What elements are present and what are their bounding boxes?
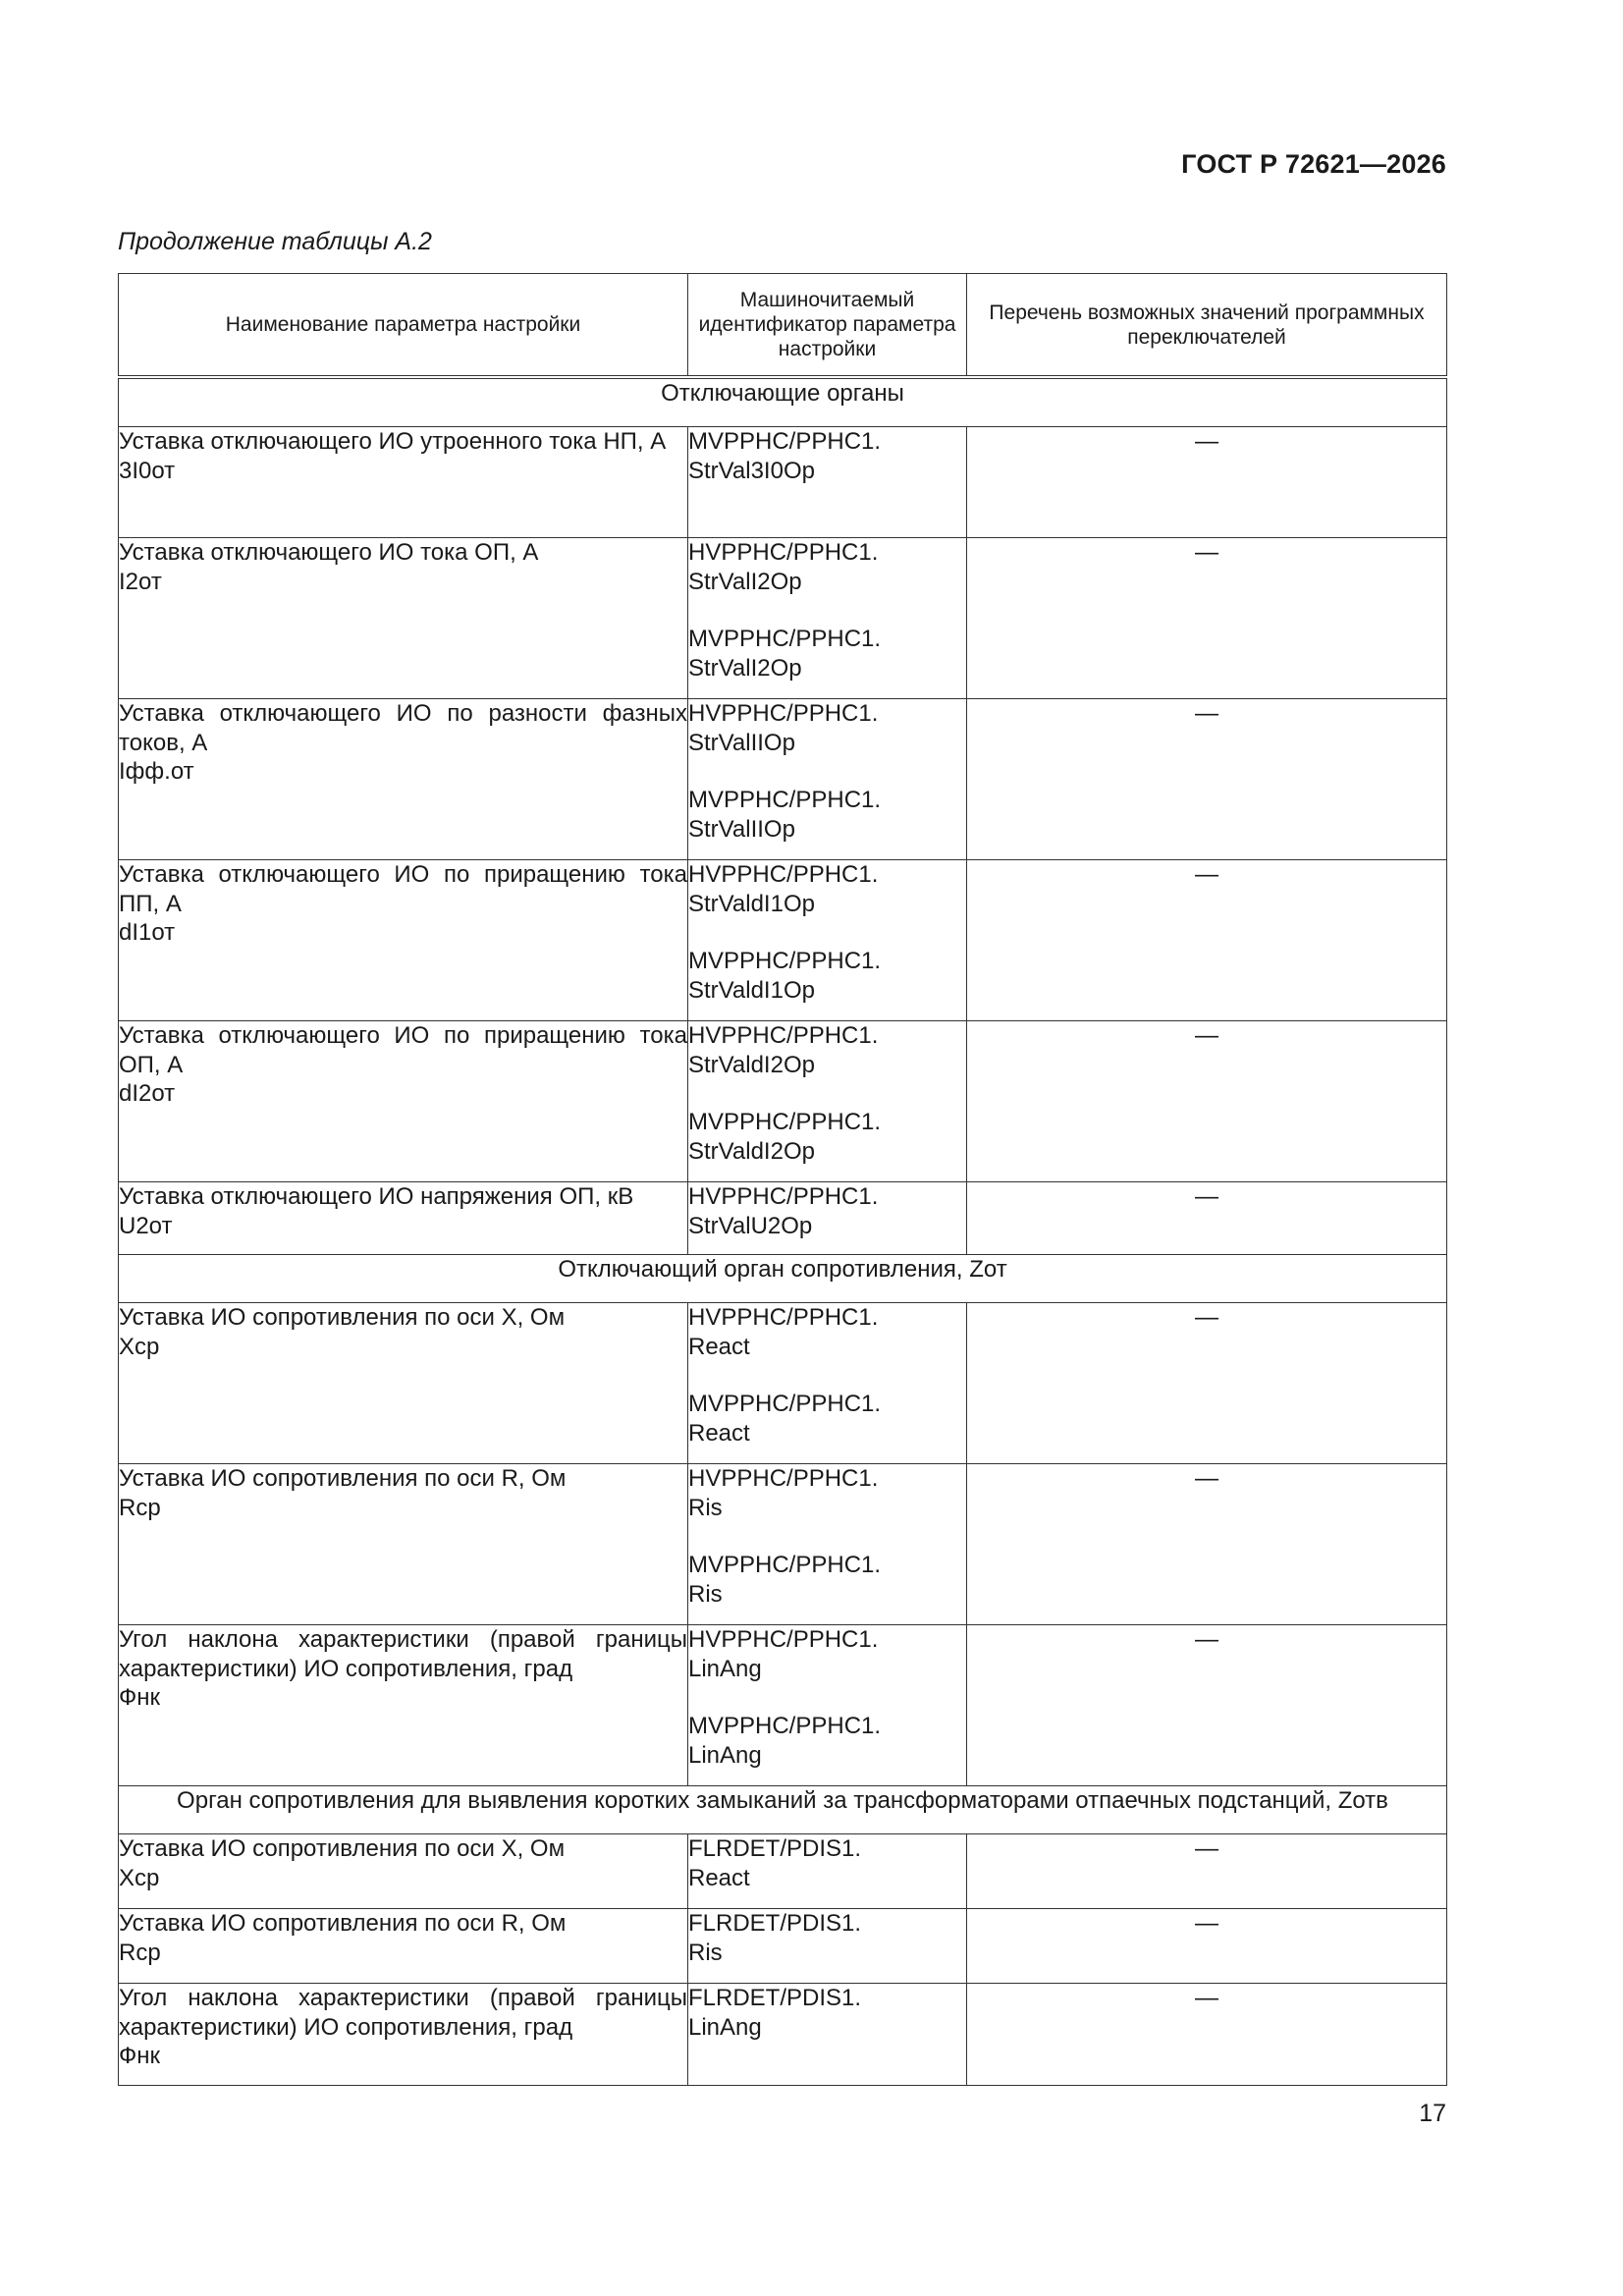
identifier-block — [688, 427, 966, 485]
parameter-name: Уставка отключающего ИО напряжения ОП, кВ — [119, 1183, 634, 1210]
table-row — [119, 699, 1447, 860]
document-id: ГОСТ Р 72621—2026 — [1181, 149, 1446, 179]
identifier-suffix: StrValdI2Op — [688, 1137, 815, 1165]
identifier-block — [688, 1021, 966, 1079]
identifier-suffix: LinAng — [688, 1741, 762, 1769]
identifier-prefix: MVPPHC/PPHC1. — [688, 1552, 882, 1578]
identifier-suffix: Ris — [688, 1494, 723, 1521]
identifier-suffix: StrValdI1Op — [688, 976, 815, 1004]
table-row — [119, 1021, 1447, 1182]
parameter-name: Уставка ИО сопротивления по оси R, Ом — [119, 1465, 567, 1492]
identifier-cell — [688, 1625, 967, 1786]
identifier-prefix: HVPPHC/PPHC1. — [688, 539, 879, 566]
identifier-block — [688, 1464, 966, 1522]
identifier-block — [688, 1551, 966, 1609]
parameter-name: Угол наклона характеристики (правой границы характеристики) ИО сопротивления, град — [119, 1626, 687, 1682]
identifier-block — [688, 1909, 966, 1967]
identifier-cell — [688, 1834, 967, 1909]
identifier-cell — [688, 1303, 967, 1464]
parameter-name-cell — [119, 1834, 688, 1909]
identifier-block — [688, 947, 966, 1005]
column-header-values: Перечень возможных значений программных переключателей — [967, 274, 1447, 378]
identifier-block — [688, 1834, 966, 1892]
values-cell: — — [967, 1909, 1447, 1984]
identifier-cell — [688, 427, 967, 538]
parameter-symbol: Rср — [119, 1494, 161, 1521]
identifier-block — [688, 1108, 966, 1166]
parameter-symbol: Фнк — [119, 2043, 160, 2069]
table-header — [119, 274, 1447, 378]
parameter-symbol: Rср — [119, 1939, 161, 1966]
parameter-symbol: Iфф.от — [119, 758, 194, 785]
parameter-name-cell — [119, 427, 688, 538]
parameter-symbol: I2от — [119, 568, 162, 595]
identifier-prefix: HVPPHC/PPHC1. — [688, 1022, 879, 1049]
identifier-block — [688, 786, 966, 844]
parameter-symbol: Xср — [119, 1333, 160, 1360]
parameter-name: Уставка отключающего ИО утроенного тока НП, А — [119, 428, 667, 455]
table-row — [119, 860, 1447, 1021]
table-row — [119, 1464, 1447, 1625]
section-row — [119, 1255, 1447, 1303]
identifier-block — [688, 1303, 966, 1361]
parameter-name: Уставка отключающего ИО по приращению тока ОП, А — [119, 1022, 687, 1078]
identifier-block — [688, 860, 966, 918]
identifier-suffix: StrValdI1Op — [688, 890, 815, 917]
section-title: Орган сопротивления для выявления коротких замыканий за трансформаторами отпаечных подстанций, Zотв — [119, 1786, 1447, 1834]
identifier-cell — [688, 1021, 967, 1182]
identifier-prefix: MVPPHC/PPHC1. — [688, 1713, 882, 1739]
section-title: Отключающий орган сопротивления, Zот — [119, 1255, 1447, 1303]
table-row — [119, 1984, 1447, 2086]
parameter-name-cell — [119, 860, 688, 1021]
parameter-name: Угол наклона характеристики (правой границы характеристики) ИО сопротивления, град — [119, 1985, 687, 2041]
parameter-name: Уставка отключающего ИО тока ОП, А — [119, 539, 539, 566]
column-header-identifier: Машиночитаемый идентификатор параметра настройки — [688, 274, 967, 378]
identifier-prefix: HVPPHC/PPHC1. — [688, 700, 879, 727]
parameter-name: Уставка отключающего ИО по приращению тока ПП, А — [119, 861, 687, 917]
identifier-prefix: MVPPHC/PPHC1. — [688, 948, 882, 974]
identifier-block — [688, 1625, 966, 1683]
table-row — [119, 1909, 1447, 1984]
identifier-prefix: HVPPHC/PPHC1. — [688, 861, 879, 888]
identifier-prefix: MVPPHC/PPHC1. — [688, 1391, 882, 1417]
parameter-name-cell — [119, 1182, 688, 1255]
identifier-block — [688, 699, 966, 757]
values-cell: — — [967, 1021, 1447, 1182]
values-cell: — — [967, 1834, 1447, 1909]
table-row — [119, 538, 1447, 699]
identifier-cell — [688, 1464, 967, 1625]
identifier-prefix: MVPPHC/PPHC1. — [688, 1109, 882, 1135]
identifier-suffix: LinAng — [688, 1655, 762, 1682]
section-row — [119, 377, 1447, 427]
settings-table — [118, 273, 1447, 2086]
table-caption: Продолжение таблицы А.2 — [118, 228, 432, 255]
parameter-symbol: Xср — [119, 1864, 160, 1891]
values-cell: — — [967, 1464, 1447, 1625]
identifier-suffix: LinAng — [688, 2013, 762, 2041]
parameter-symbol: dI1от — [119, 919, 176, 946]
identifier-block — [688, 1182, 966, 1240]
identifier-suffix: StrVal3I0Op — [688, 457, 815, 484]
parameter-name-cell — [119, 1464, 688, 1625]
identifier-suffix: StrValdI2Op — [688, 1051, 815, 1078]
parameter-name-cell — [119, 1303, 688, 1464]
values-cell: — — [967, 860, 1447, 1021]
identifier-suffix: StrValI2Op — [688, 654, 802, 682]
values-cell: — — [967, 1182, 1447, 1255]
table-body — [119, 377, 1447, 2086]
parameter-name: Уставка ИО сопротивления по оси R, Ом — [119, 1910, 567, 1937]
column-header-name: Наименование параметра настройки — [119, 274, 688, 378]
parameter-name-cell — [119, 1909, 688, 1984]
values-cell: — — [967, 1625, 1447, 1786]
page-number: 17 — [1419, 2100, 1446, 2127]
values-cell: — — [967, 427, 1447, 538]
identifier-prefix: MVPPHC/PPHC1. — [688, 428, 882, 455]
identifier-prefix: FLRDET/PDIS1. — [688, 1910, 862, 1937]
parameter-name: Уставка ИО сопротивления по оси X, Ом — [119, 1304, 566, 1331]
parameter-name-cell — [119, 699, 688, 860]
identifier-prefix: HVPPHC/PPHC1. — [688, 1304, 879, 1331]
values-cell: — — [967, 1303, 1447, 1464]
identifier-cell — [688, 1182, 967, 1255]
identifier-suffix: StrValU2Op — [688, 1212, 813, 1239]
identifier-cell — [688, 860, 967, 1021]
identifier-suffix: StrValI2Op — [688, 568, 802, 595]
parameter-name: Уставка отключающего ИО по разности фазных токов, А — [119, 700, 687, 756]
section-row — [119, 1786, 1447, 1834]
identifier-block — [688, 625, 966, 683]
identifier-suffix: React — [688, 1333, 750, 1360]
identifier-suffix: Ris — [688, 1939, 723, 1966]
parameter-symbol: Фнк — [119, 1684, 160, 1711]
identifier-block — [688, 538, 966, 596]
table-row — [119, 1834, 1447, 1909]
identifier-prefix: FLRDET/PDIS1. — [688, 1835, 862, 1862]
parameter-name-cell — [119, 1625, 688, 1786]
identifier-block — [688, 1984, 966, 2042]
identifier-prefix: MVPPHC/PPHC1. — [688, 787, 882, 813]
identifier-cell — [688, 1984, 967, 2086]
identifier-prefix: MVPPHC/PPHC1. — [688, 626, 882, 652]
parameter-name: Уставка ИО сопротивления по оси X, Ом — [119, 1835, 566, 1862]
identifier-suffix: React — [688, 1419, 750, 1447]
values-cell: — — [967, 538, 1447, 699]
identifier-block — [688, 1390, 966, 1448]
identifier-cell — [688, 699, 967, 860]
parameter-symbol: 3I0от — [119, 457, 176, 484]
values-cell: — — [967, 1984, 1447, 2086]
parameter-symbol: dI2от — [119, 1080, 176, 1107]
parameter-name-cell — [119, 1984, 688, 2086]
parameter-name-cell — [119, 538, 688, 699]
identifier-suffix: StrValIIOp — [688, 815, 795, 843]
parameter-symbol: U2от — [119, 1212, 173, 1239]
section-title: Отключающие органы — [119, 377, 1447, 427]
table-row — [119, 1625, 1447, 1786]
identifier-suffix: React — [688, 1864, 750, 1891]
identifier-suffix: StrValIIOp — [688, 729, 795, 756]
identifier-prefix: HVPPHC/PPHC1. — [688, 1465, 879, 1492]
table-row — [119, 1182, 1447, 1255]
identifier-cell — [688, 538, 967, 699]
identifier-block — [688, 1712, 966, 1770]
table-row — [119, 1303, 1447, 1464]
table-row — [119, 427, 1447, 538]
identifier-suffix: Ris — [688, 1580, 723, 1608]
identifier-prefix: HVPPHC/PPHC1. — [688, 1183, 879, 1210]
identifier-cell — [688, 1909, 967, 1984]
values-cell: — — [967, 699, 1447, 860]
identifier-prefix: FLRDET/PDIS1. — [688, 1985, 862, 2011]
identifier-prefix: HVPPHC/PPHC1. — [688, 1626, 879, 1653]
parameter-name-cell — [119, 1021, 688, 1182]
